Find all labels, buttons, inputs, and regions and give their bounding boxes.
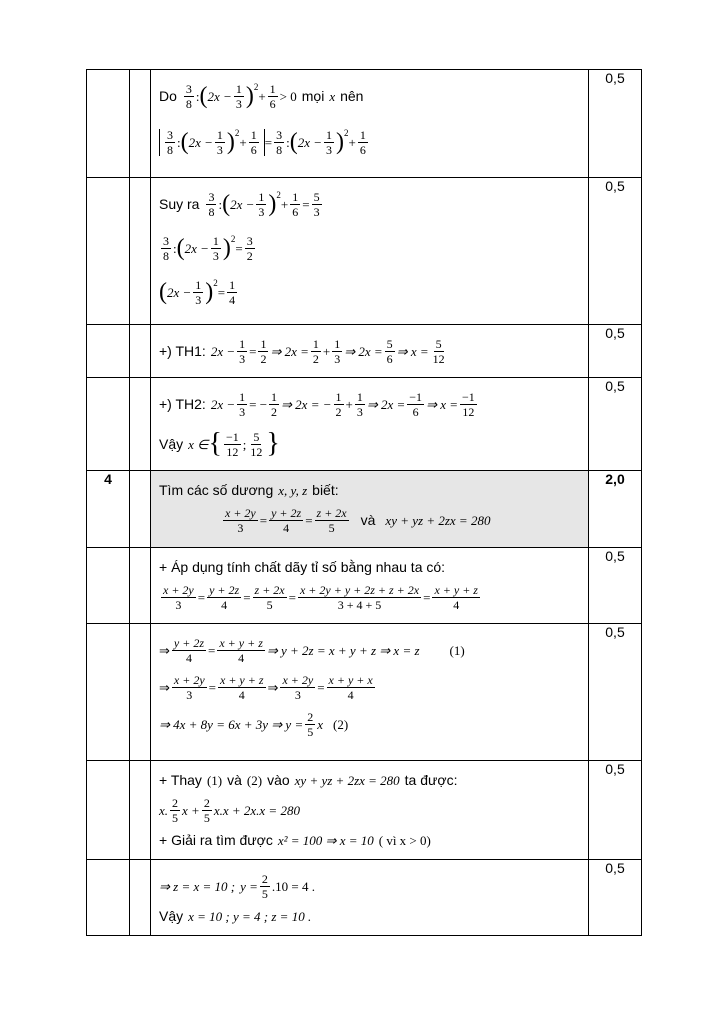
table-row <box>87 70 642 178</box>
score-cell: 0,5 <box>589 378 642 471</box>
score-cell: 0,5 <box>589 325 642 378</box>
question-cell: Tìm các số dương x, y, z biết: $\frac{x + 2y}{3}$ = $\frac{y + 2z}{4}$ = $\frac{z + 2x}{5}$ và xy + yz + 2zx = 280 <box>151 471 589 548</box>
score-cell: 0,5 <box>589 624 642 761</box>
fraction: $\frac{1}{3}$ <box>235 81 242 111</box>
table-row <box>87 624 642 761</box>
answer-table <box>86 69 642 936</box>
table-row <box>87 548 642 624</box>
fraction: $\frac{1}{6}$ <box>269 81 276 111</box>
solution-cell: + Áp dụng tính chất dãy tỉ số bằng nhau ta có: $\frac{x + 2y}{3}$ = $\frac{y + 2z}{4}$ = $\frac{z + 2x}{5}$ = $\frac{x + 2y + y + 2z + z + 2x}{3 + 4 + 5}$ = $\frac{x + y + z}{4}$ <box>151 548 589 624</box>
question-number-cell <box>87 70 130 178</box>
absolute-value: $\frac{3}{8}$ : ( 2x − $\frac{1}{3}$ ) $^2$ + $\frac{1}{6}$ <box>159 129 265 156</box>
table-row <box>87 761 642 860</box>
solution-cell: ⇒ $\frac{y + 2z}{4}$ = $\frac{x + y + z}{4}$ ⇒ y + 2z = x + y + z ⇒ x = z (1) ⇒ $\frac{x + 2y}{3}$ = $\frac{x + y + z}{4}$ ⇒ $\frac{x + 2y}{3}$ = $\frac{x + y + x}{4}$ ⇒ 4x + 8y = 6x + 3y ⇒ y = $\frac{2}{5}$ x (2) <box>151 624 589 761</box>
score-cell: 0,5 <box>589 860 642 936</box>
solution-cell: Do $\frac{3}{8}$ : ( 2x − $\frac{1}{3}$ ) $^2$ + $\frac{1}{6}$ > 0 mọi x nên $\frac{3}{8}$ : ( 2x − $\frac{1}{3}$ ) $^2$ + $\frac{1}{6}$ = $\frac{3}{8}$ : ( 2x − $\frac{1}{3}$ ) $^2$ + $\frac{1}{6}$ <box>151 70 589 178</box>
solution-cell: +) TH2: 2x − $\frac{1}{3}$ = − $\frac{1}{2}$ ⇒ 2x = − $\frac{1}{2}$ + $\frac{1}{3}$ ⇒ 2x = $\frac{-1}{6}$ ⇒ x = $\frac{-1}{12}$ Vậy x ∈ { $\frac{-1}{12}$ ; $\frac{5}{12}$ } <box>151 378 589 471</box>
solution-cell: +) TH1: 2x − $\frac{1}{3}$ = $\frac{1}{2}$ ⇒ 2x = $\frac{1}{2}$ + $\frac{1}{3}$ ⇒ 2x = $\frac{5}{6}$ ⇒ x = $\frac{5}{12}$ <box>151 325 589 378</box>
score-cell: 2,0 <box>589 471 642 548</box>
score-cell: 0,5 <box>589 178 642 325</box>
question-number: 4 <box>87 471 130 548</box>
solution-cell: Suy ra $\frac{3}{8}$ : ( 2x − $\frac{1}{3}$ ) $^2$ + $\frac{1}{6}$ = $\frac{5}{3}$ $\frac{3}{8}$ : ( 2x − $\frac{1}{3}$ ) $^2$ = $\frac{3}{2}$ ( 2x − $\frac{1}{3}$ ) $^2$ = $\frac{1}{4}$ <box>151 178 589 325</box>
text: Do <box>159 88 177 104</box>
fraction: $\frac{3}{8}$ <box>185 81 192 111</box>
table-row <box>87 325 642 378</box>
table-row <box>87 378 642 471</box>
table-row <box>87 471 642 548</box>
table-row <box>87 860 642 936</box>
score-cell: 0,5 <box>589 70 642 178</box>
score-cell: 0,5 <box>589 761 642 860</box>
solution-cell: ⇒ z = x = 10 ; y = $\frac{2}{5}$ .10 = 4 . Vậy x = 10 ; y = 4 ; z = 10 . <box>151 860 589 936</box>
solution-cell: + Thay (1) và (2) vào xy + yz + 2zx = 280 ta được: x. $\frac{2}{5}$ x + $\frac{2}{5}$ x.x + 2x.x = 280 + Giải ra tìm được x² = 100 ⇒ x = 10 ( vì x > 0) <box>151 761 589 860</box>
score-cell: 0,5 <box>589 548 642 624</box>
table-row <box>87 178 642 325</box>
part-cell <box>130 70 151 178</box>
